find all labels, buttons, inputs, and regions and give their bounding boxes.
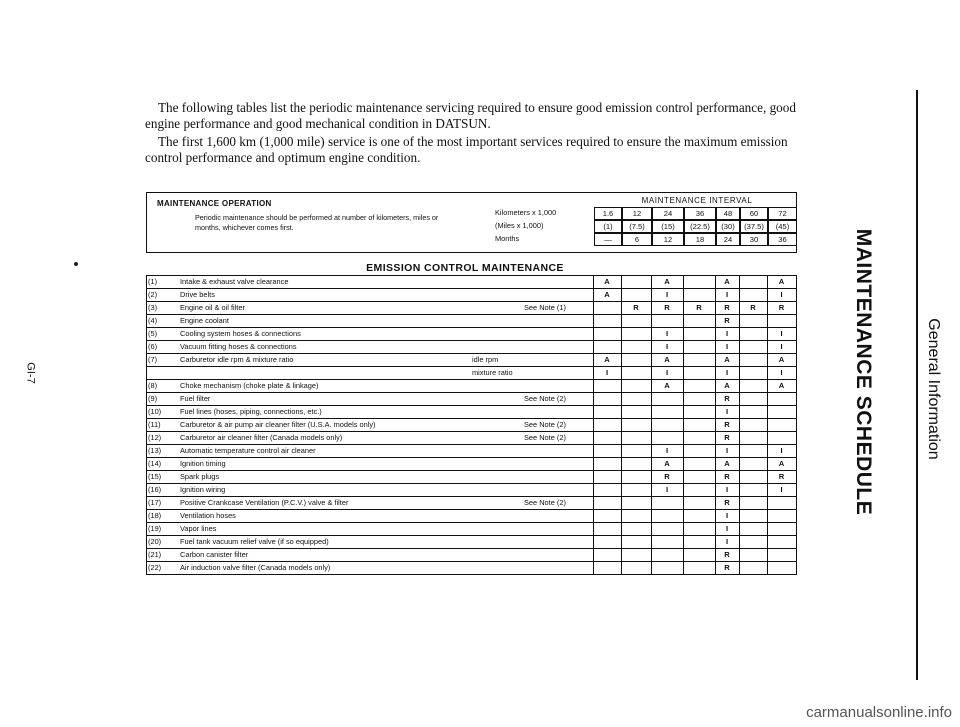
interval-unit-label: (Miles x 1,000) xyxy=(495,221,544,230)
row-operation: Carbon canister filter xyxy=(180,550,249,559)
interval-mark: R xyxy=(724,563,730,572)
row-operation: Ignition wiring xyxy=(180,485,226,494)
row-number: (14) xyxy=(148,459,162,468)
row-operation: Vacuum fitting hoses & connections xyxy=(180,342,297,351)
row-operation: Vapor lines xyxy=(180,524,217,533)
row-operation: Drive belts xyxy=(180,290,215,299)
row-operation: Carburetor air cleaner filter (Canada models only) xyxy=(180,433,343,442)
interval-mark: A xyxy=(724,381,730,390)
interval-mark: R xyxy=(724,303,730,312)
row-operation: Carburetor & air pump air cleaner filter (U.S.A. models only) xyxy=(180,420,376,429)
interval-title: MAINTENANCE INTERVAL xyxy=(641,196,753,205)
column-divider xyxy=(767,276,768,575)
section-title: EMISSION CONTROL MAINTENANCE xyxy=(366,262,564,274)
row-number: (9) xyxy=(148,394,158,403)
interval-unit-label: Kilometers x 1,000 xyxy=(495,208,557,217)
interval-mark: R xyxy=(724,550,730,559)
row-note: See Note (2) xyxy=(524,498,566,507)
interval-cell: 24 xyxy=(652,207,684,220)
interval-mark: I xyxy=(665,290,669,299)
interval-mark: I xyxy=(725,524,729,533)
interval-unit-label: Months xyxy=(495,234,520,243)
row-number: (18) xyxy=(148,511,162,520)
row-note: See Note (1) xyxy=(524,303,566,312)
operation-title: MAINTENANCE OPERATION xyxy=(157,199,272,208)
interval-mark: I xyxy=(780,329,783,338)
interval-mark: A xyxy=(604,355,610,364)
interval-mark: A xyxy=(778,355,785,364)
interval-cell: (22.5) xyxy=(684,220,716,233)
row-number: (7) xyxy=(148,355,158,364)
column-divider xyxy=(739,276,740,575)
row-operation: Fuel tank vacuum relief valve (if so equipped) xyxy=(180,537,329,546)
row-operation: Intake & exhaust valve clearance xyxy=(180,277,289,286)
interval-mark: I xyxy=(725,329,729,338)
interval-mark: I xyxy=(725,407,729,416)
interval-mark: I xyxy=(780,342,783,351)
interval-cell: 30 xyxy=(740,233,768,246)
row-number: (3) xyxy=(148,303,158,312)
interval-mark: I xyxy=(725,511,729,520)
column-divider xyxy=(683,276,684,575)
intro-paragraph-1: The following tables list the periodic maintenance servicing required to ensure good emission control performance, good engine performance and good mechanical condition in DATSUN. xyxy=(145,100,796,131)
interval-cell: 6 xyxy=(622,233,652,246)
interval-mark: I xyxy=(665,368,669,377)
interval-cell: (37.5) xyxy=(740,220,768,233)
interval-mark: I xyxy=(725,485,729,494)
interval-cell: 1.6 xyxy=(594,207,622,220)
row-operation: Carburetor idle rpm & mixture ratio xyxy=(180,355,294,364)
interval-mark: A xyxy=(664,459,670,468)
row-operation: Air induction valve filter (Canada models only) xyxy=(180,563,331,572)
row-number: (13) xyxy=(148,446,162,455)
interval-mark: R xyxy=(724,394,730,403)
row-operation: Automatic temperature control air cleaner xyxy=(180,446,316,455)
intro-paragraph-2: The first 1,600 km (1,000 mile) service is one of the most important services required to ensure the maximum emission control performance and optimum engine condition. xyxy=(145,134,788,165)
interval-mark: A xyxy=(604,290,610,299)
interval-mark: A xyxy=(724,355,730,364)
footer-watermark: carmanualsonline.info xyxy=(806,704,952,721)
maintenance-header-box xyxy=(146,192,797,253)
interval-mark: R xyxy=(664,472,670,481)
row-operation: Cooling system hoses & connections xyxy=(180,329,301,338)
row-number: (19) xyxy=(148,524,162,533)
row-operation: Choke mechanism (choke plate & linkage) xyxy=(180,381,319,390)
interval-cell: (1) xyxy=(594,220,622,233)
interval-mark: I xyxy=(665,342,669,351)
row-operation: Fuel filter xyxy=(180,394,211,403)
interval-cell: 18 xyxy=(684,233,716,246)
interval-cell: (45) xyxy=(768,220,797,233)
row-operation: Fuel lines (hoses, piping, connections, etc.) xyxy=(180,407,322,416)
row-operation: Ignition timing xyxy=(180,459,226,468)
row-sub-item: mixture ratio xyxy=(472,368,513,377)
interval-mark: I xyxy=(780,368,783,377)
row-number: (17) xyxy=(148,498,162,507)
interval-mark: A xyxy=(664,355,670,364)
interval-cell: (7.5) xyxy=(622,220,652,233)
interval-mark: A xyxy=(604,277,610,286)
row-sub-item: idle rpm xyxy=(472,355,499,364)
interval-mark: I xyxy=(725,537,729,546)
column-divider xyxy=(593,276,594,575)
column-divider xyxy=(651,276,652,575)
interval-mark: R xyxy=(724,316,730,325)
interval-mark: R xyxy=(750,303,756,312)
interval-cell: 48 xyxy=(716,207,740,220)
row-note: See Note (2) xyxy=(524,433,566,442)
interval-mark: R xyxy=(724,472,730,481)
interval-cell: 12 xyxy=(622,207,652,220)
interval-mark: A xyxy=(664,277,670,286)
column-divider xyxy=(621,276,622,575)
row-number: (21) xyxy=(148,550,162,559)
interval-mark: R xyxy=(696,303,702,312)
interval-mark: R xyxy=(778,472,785,481)
maintenance-table xyxy=(146,275,797,572)
interval-mark: R xyxy=(724,420,730,429)
bullet-mark xyxy=(74,262,78,266)
interval-mark: A xyxy=(778,459,785,468)
row-note: See Note (2) xyxy=(524,420,566,429)
interval-cell: — xyxy=(594,233,622,246)
row-number: (12) xyxy=(148,433,162,442)
interval-mark: I xyxy=(725,368,729,377)
column-divider xyxy=(715,276,716,575)
interval-mark: I xyxy=(725,446,729,455)
interval-mark: I xyxy=(780,485,783,494)
interval-mark: R xyxy=(724,433,730,442)
row-number: (10) xyxy=(148,407,162,416)
interval-cell: 12 xyxy=(652,233,684,246)
intro-text xyxy=(145,100,805,168)
row-number: (1) xyxy=(148,277,158,286)
row-operation: Engine oil & oil filter xyxy=(180,303,245,312)
row-number: (22) xyxy=(148,563,162,572)
interval-mark: I xyxy=(665,446,669,455)
interval-cell: 72 xyxy=(768,207,797,220)
interval-mark: I xyxy=(665,485,669,494)
interval-mark: A xyxy=(778,381,785,390)
interval-mark: R xyxy=(778,303,785,312)
interval-cell: (15) xyxy=(652,220,684,233)
interval-mark: A xyxy=(664,381,670,390)
row-operation: Ventilation hoses xyxy=(180,511,236,520)
interval-mark: I xyxy=(780,290,783,299)
row-number: (8) xyxy=(148,381,158,390)
interval-mark: R xyxy=(664,303,670,312)
row-number: (11) xyxy=(148,420,161,429)
interval-mark: A xyxy=(778,277,785,286)
interval-mark: I xyxy=(665,329,669,338)
interval-mark: A xyxy=(724,277,730,286)
row-number: (16) xyxy=(148,485,162,494)
interval-mark: I xyxy=(605,368,609,377)
row-note: See Note (2) xyxy=(524,394,566,403)
page-number: GI-7 xyxy=(24,362,37,384)
row-number: (2) xyxy=(148,290,158,299)
interval-mark: I xyxy=(725,290,729,299)
operation-note: Periodic maintenance should be performed at number of kilometers, miles or months, whichever comes first. xyxy=(195,213,439,232)
interval-cell: 24 xyxy=(716,233,740,246)
row-number: (4) xyxy=(148,316,158,325)
row-number: (20) xyxy=(148,537,162,546)
interval-mark: R xyxy=(633,303,639,312)
interval-mark: I xyxy=(725,342,729,351)
row-number: (5) xyxy=(148,329,158,338)
interval-cell: 60 xyxy=(740,207,768,220)
table-border xyxy=(146,276,797,575)
sidebar-subtitle: General Information xyxy=(925,318,942,460)
row-number: (15) xyxy=(148,472,162,481)
interval-mark: I xyxy=(780,446,783,455)
interval-mark: R xyxy=(724,498,730,507)
interval-cell: 36 xyxy=(768,233,797,246)
sidebar-divider xyxy=(916,90,918,680)
interval-mark: A xyxy=(724,459,730,468)
row-operation: Positive Crankcase Ventilation (P.C.V.) valve & filter xyxy=(180,498,349,507)
row-operation: Engine coolant xyxy=(180,316,229,325)
interval-cell: (30) xyxy=(716,220,740,233)
row-number: (6) xyxy=(148,342,158,351)
interval-cell: 36 xyxy=(684,207,716,220)
row-operation: Spark plugs xyxy=(180,472,220,481)
sidebar-main-title: MAINTENANCE SCHEDULE xyxy=(852,228,875,516)
